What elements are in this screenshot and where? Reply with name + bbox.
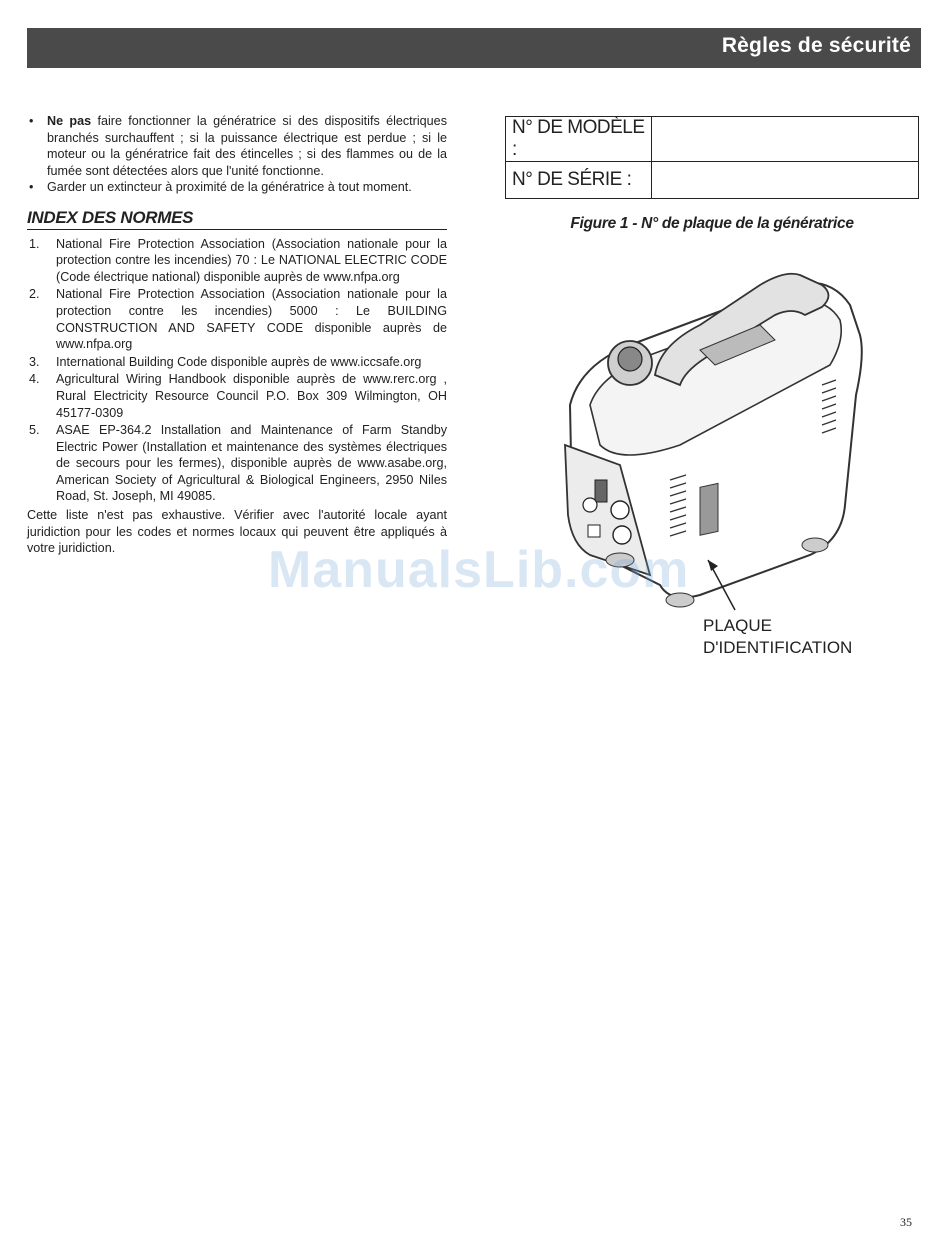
- norm-number: 1.: [29, 236, 40, 251]
- norm-text: ASAE EP-364.2 Installation and Maintenance of Farm Standby Electric Power (Installation et maintenance des systèmes électriques de secours pour les fermes), disponible auprès de www.asabe.org, American Society of Agricultural & Biological Engineers, 2950 Niles Road, St. Joseph, MI 49085.: [56, 423, 447, 504]
- norm-item: [27, 371, 447, 421]
- serial-row: [506, 162, 919, 199]
- model-serial-table: [505, 116, 919, 199]
- norm-text: National Fire Protection Association (Association nationale pour la protection contre les incendies) 5000 : Le BUILDING CONSTRUCTION AND SAFETY CODE disponible auprès de www.nfpa.org: [56, 287, 447, 352]
- bullet-bold-lead: Ne pas: [47, 114, 92, 128]
- section-header-bar: [27, 28, 921, 68]
- safety-bullet-item: [27, 113, 447, 179]
- norm-number: 2.: [29, 287, 40, 302]
- watermark: ManualsLib.com: [268, 541, 690, 599]
- plaque-callout-label: [703, 615, 852, 659]
- norm-number: 3.: [29, 354, 40, 369]
- callout-line-1: PLAQUE: [703, 616, 772, 635]
- norm-item: [27, 286, 447, 352]
- left-column: [27, 113, 447, 557]
- model-number-field[interactable]: [652, 117, 919, 162]
- model-row: [506, 117, 919, 162]
- safety-bullet-item: [27, 179, 447, 196]
- callout-line-2: D'IDENTIFICATION: [703, 638, 853, 657]
- serial-number-field[interactable]: [652, 162, 919, 199]
- norm-item: [27, 354, 447, 371]
- closing-paragraph: Cette liste n'est pas exhaustive. Vérifier avec l'autorité locale ayant juridiction pour les codes et normes locaux qui peuvent être appliqués à votre juridiction.: [27, 508, 447, 556]
- serial-number-label: N° DE SÉRIE :: [506, 162, 652, 199]
- index-section-title: INDEX DES NORMES: [27, 210, 447, 230]
- section-header-title: Règles de sécurité: [721, 34, 911, 57]
- norm-text: Agricultural Wiring Handbook disponible auprès de www.rerc.org , Rural Electricity Resource Council P.O. Box 309 Wilmington, OH 45177-0309: [56, 372, 447, 420]
- bullet-text: faire fonctionner la génératrice si des dispositifs électriques branchés surchauffent ; si la puissance électrique est perdue ; si le moteur ou la génératrice fait des étincelles ; si des flammes ou de la fumée sont détectées alors que l'unité fonctionne.: [47, 114, 447, 178]
- norm-item: [27, 422, 447, 505]
- norm-text: International Building Code disponible auprès de www.iccsafe.org: [56, 354, 422, 369]
- norm-number: 5.: [29, 423, 40, 438]
- model-number-label: N° DE MODÈLE :: [506, 117, 652, 162]
- bullet-text: Garder un extincteur à proximité de la génératrice à tout moment.: [47, 180, 412, 195]
- norm-text: National Fire Protection Association (Association nationale pour la protection contre les incendies) 70 : Le NATIONAL ELECTRIC CODE (Code électrique national) disponible auprès de www.nfpa.org: [56, 236, 447, 284]
- norm-number: 4.: [29, 372, 40, 387]
- norm-item: [27, 236, 447, 286]
- page-number: 35: [900, 1215, 912, 1229]
- figure-caption: Figure 1 - N° de plaque de la génératrice: [570, 215, 854, 232]
- norms-list: [27, 236, 447, 506]
- safety-bullet-list: [27, 113, 447, 196]
